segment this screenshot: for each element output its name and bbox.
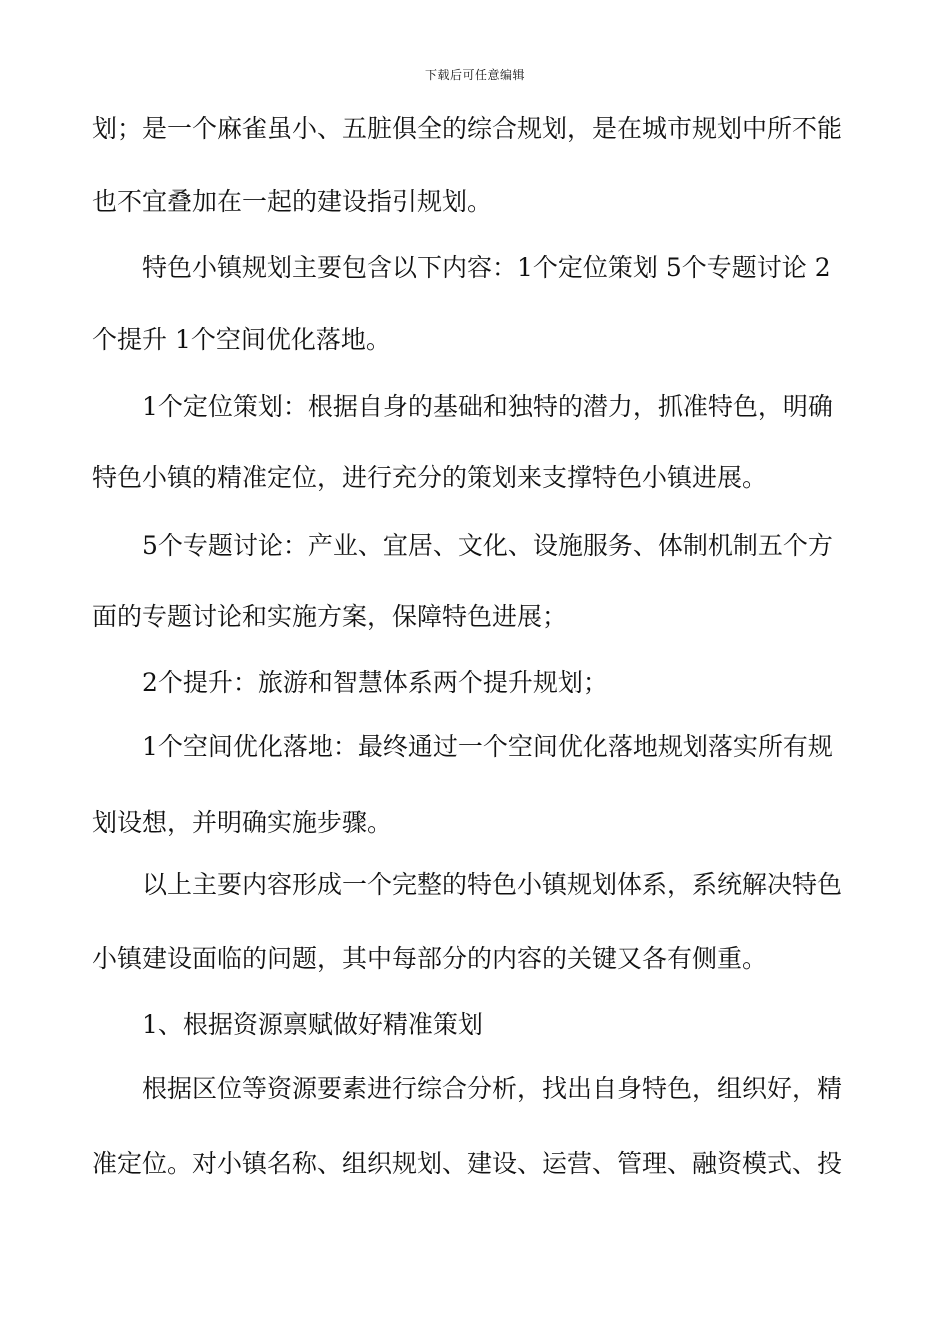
body-line: 根据区位等资源要素进行综合分析，找出自身特色，组织好，精: [142, 1074, 843, 1103]
body-line: 划设想，并明确实施步骤。: [92, 808, 393, 837]
body-line: 个提升 1个空间优化落地。: [92, 325, 391, 354]
body-line: 以上主要内容形成一个完整的特色小镇规划体系，系统解决特色: [142, 870, 843, 899]
body-line: 5个专题讨论：产业、宜居、文化、设施服务、体制机制五个方: [142, 531, 833, 560]
body-line: 2个提升：旅游和智慧体系两个提升规划；: [142, 668, 608, 697]
body-line: 1个空间优化落地：最终通过一个空间优化落地规划落实所有规: [142, 732, 833, 761]
body-line: 特色小镇规划主要包含以下内容：1个定位策划 5个专题讨论 2: [142, 253, 831, 282]
body-line: 划；是一个麻雀虽小、五脏俱全的综合规划，是在城市规划中所不能: [92, 114, 843, 143]
body-line: 特色小镇的精准定位，进行充分的策划来支撑特色小镇进展。: [92, 463, 768, 492]
body-line: 准定位。对小镇名称、组织规划、建设、运营、管理、融资模式、投: [92, 1149, 843, 1178]
body-line: 1、根据资源禀赋做好精准策划: [142, 1010, 483, 1039]
body-line: 也不宜叠加在一起的建设指引规划。: [92, 187, 493, 216]
body-line: 小镇建设面临的问题，其中每部分的内容的关键又各有侧重。: [92, 944, 768, 973]
body-line: 1个定位策划：根据自身的基础和独特的潜力，抓准特色，明确: [142, 392, 833, 421]
body-line: 面的专题讨论和实施方案，保障特色进展；: [92, 602, 568, 631]
page-header: 下载后可任意编辑: [424, 68, 525, 82]
